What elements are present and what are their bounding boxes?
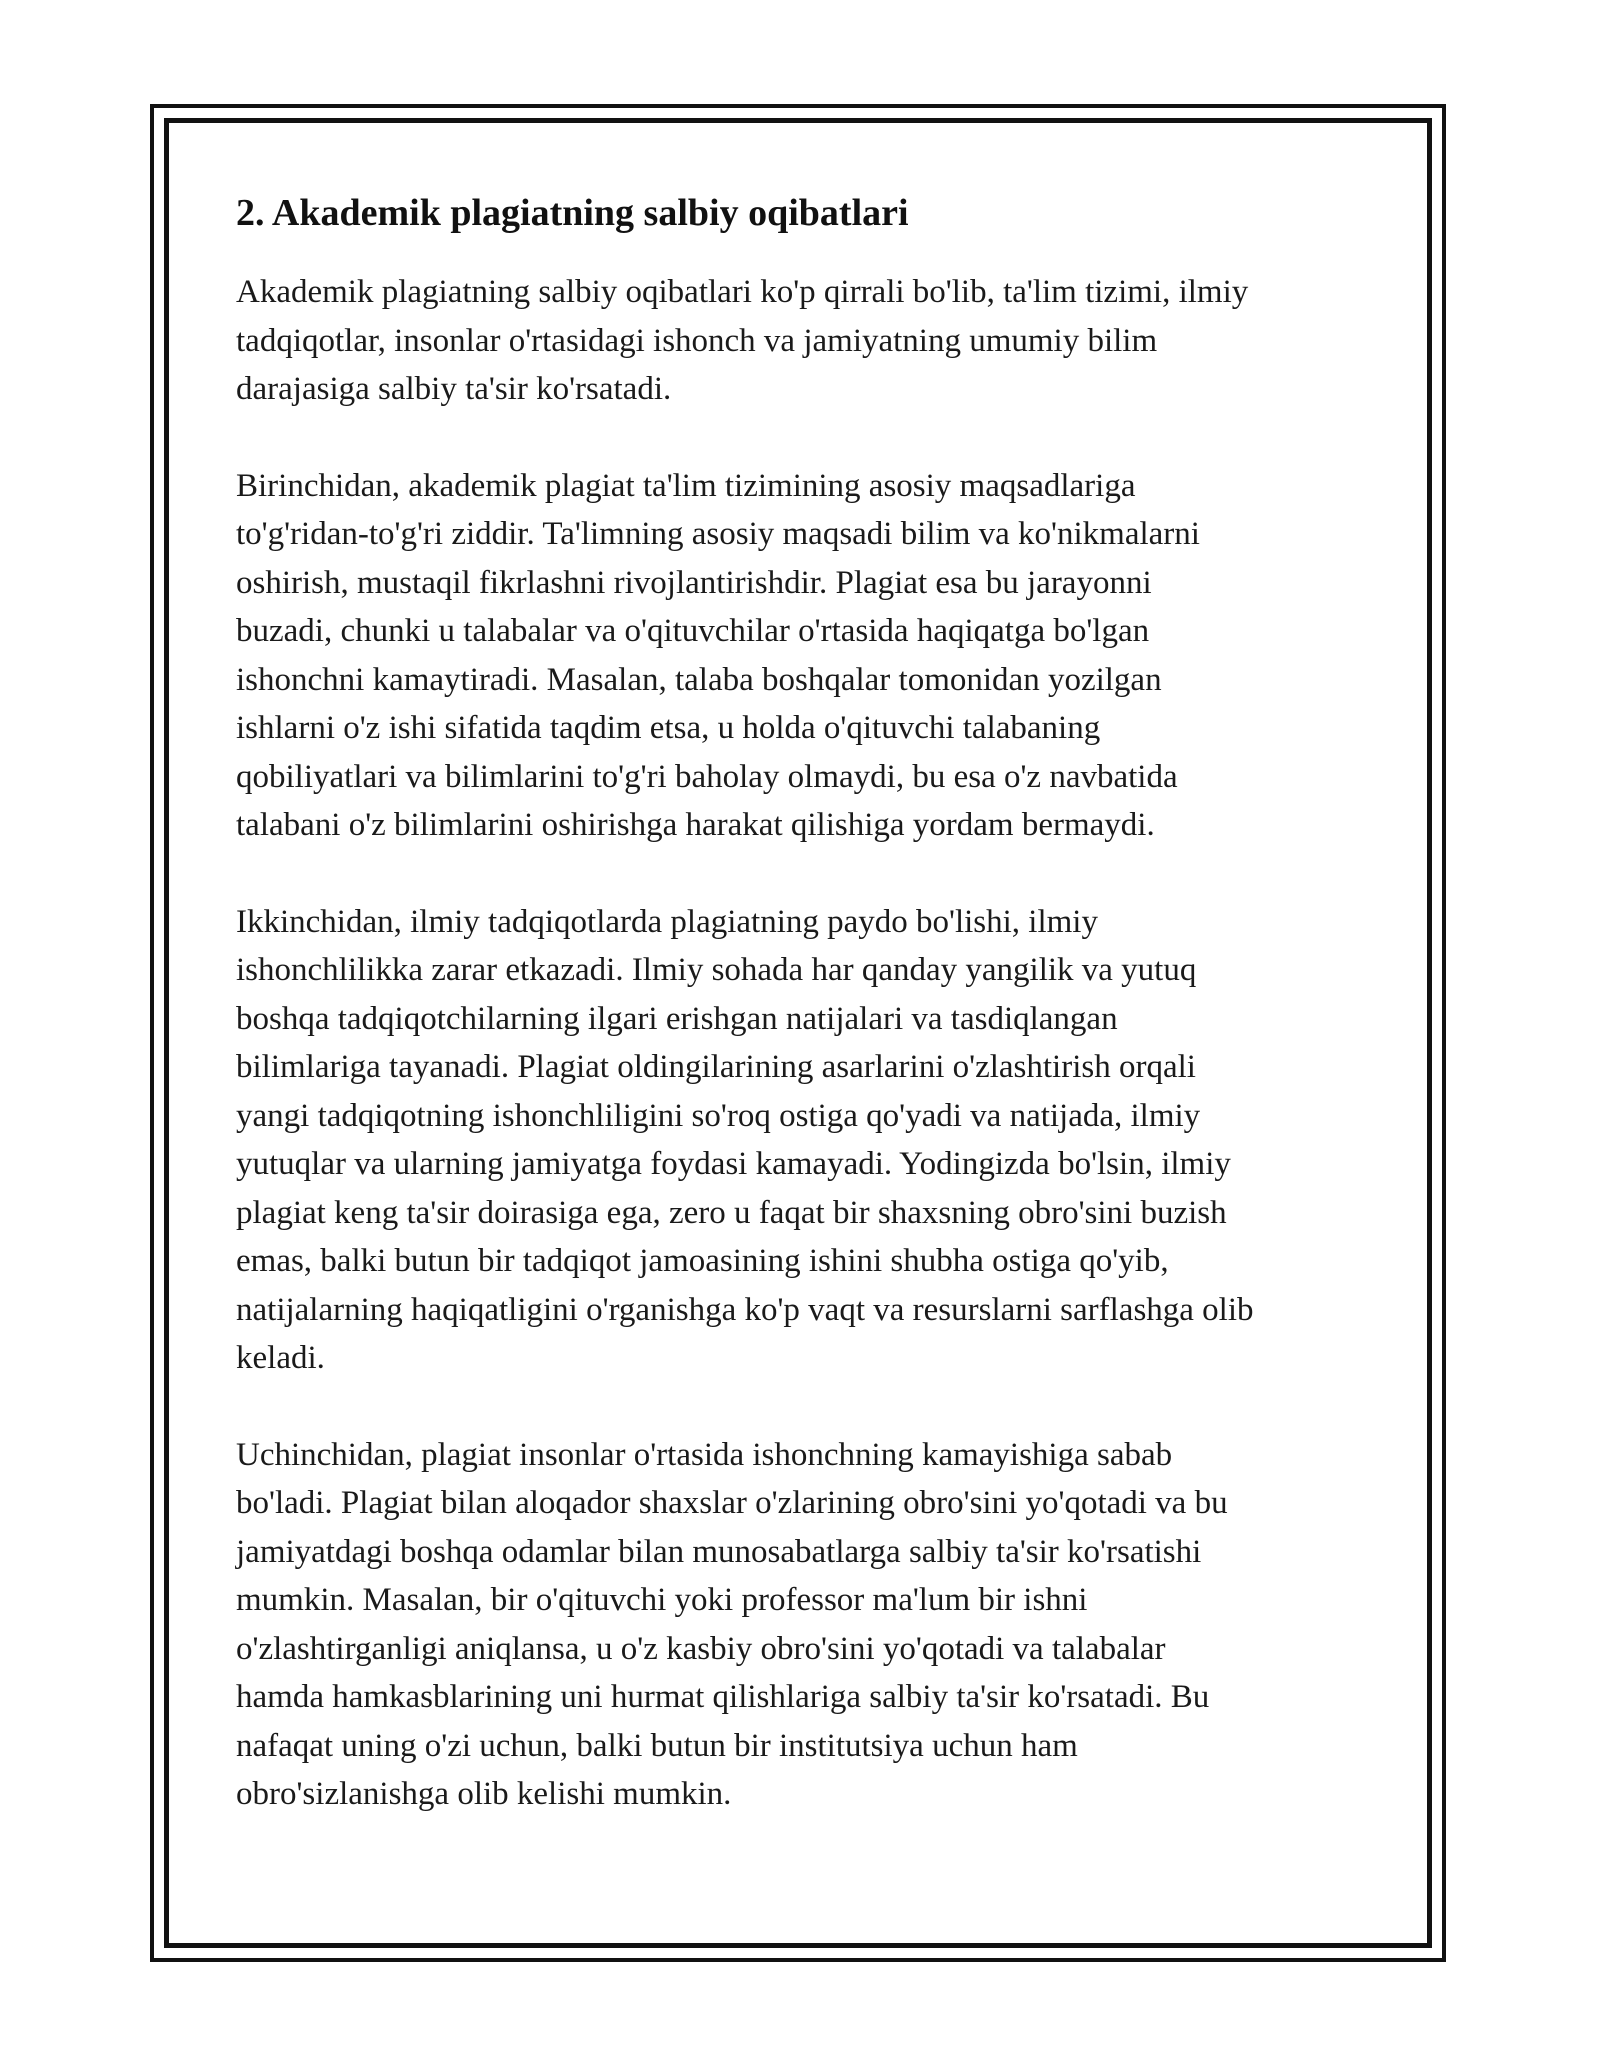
text-line: boshqa tadqiqotchilarning ilgari erishgan natijalari va tasdiqlangan bbox=[236, 1000, 1118, 1037]
text-line: hamda hamkasblarining uni hurmat qilishlariga salbiy ta'sir ko'rsatadi. Bu bbox=[236, 1679, 1210, 1715]
text-line: bo'ladi. Plagiat bilan aloqador shaxslar o'zlarining obro'sini yo'qotadi va bu bbox=[236, 1485, 1228, 1521]
text-line: plagiat keng ta'sir doirasiga ega, zero u faqat bir shaxsning obro'sini buzish bbox=[236, 1194, 1227, 1231]
text-line: natijalarning haqiqatligini o'rganishga ko'p vaqt va resurslarni sarflashga olib bbox=[236, 1291, 1254, 1328]
text-line: ishlarni o'z ishi sifatida taqdim etsa, u holda o'qituvchi talabaning bbox=[236, 710, 1101, 746]
text-line: bilimlariga tayanadi. Plagiat oldingilarining asarlarini o'zlashtirish orqali bbox=[236, 1049, 1196, 1085]
text-line: jamiyatdagi boshqa odamlar bilan munosabatlarga salbiy ta'sir ko'rsatishi bbox=[236, 1533, 1202, 1570]
text-line: tadqiqotlar, insonlar o'rtasidagi ishonch va jamiyatning umumiy bilim bbox=[236, 322, 1158, 359]
paragraph-first bbox=[236, 462, 1366, 850]
text-line: qobiliyatlari va bilimlarini to'g'ri baholay olmaydi, bu esa o'z navbatida bbox=[236, 758, 1178, 795]
paragraph-third bbox=[236, 1431, 1366, 1819]
document-body bbox=[236, 188, 1366, 1867]
text-line: emas, balki butun bir tadqiqot jamoasining ishini shubha ostiga qo'yib, bbox=[236, 1243, 1169, 1279]
text-line: oshirish, mustaqil fikrlashni rivojlantirishdir. Plagiat esa bu jarayonni bbox=[236, 564, 1152, 601]
text-line: mumkin. Masalan, bir o'qituvchi yoki professor ma'lum bir ishni bbox=[236, 1582, 1088, 1618]
text-line: talabani o'z bilimlarini oshirishga harakat qilishiga yordam bermaydi. bbox=[236, 807, 1155, 843]
text-line: yangi tadqiqotning ishonchliligini so'roq ostiga qo'yadi va natijada, ilmiy bbox=[236, 1097, 1201, 1134]
text-line: nafaqat uning o'zi uchun, balki butun bir institutsiya uchun ham bbox=[236, 1727, 1078, 1764]
text-line: obro'sizlanishga olib kelishi mumkin. bbox=[236, 1776, 732, 1812]
text-line: buzadi, chunki u talabalar va o'qituvchilar o'rtasida haqiqatga bo'lgan bbox=[236, 613, 1150, 649]
text-line: keladi. bbox=[236, 1340, 325, 1376]
text-line: darajasiga salbiy ta'sir ko'rsatadi. bbox=[236, 371, 672, 407]
text-line: Uchinchidan, plagiat insonlar o'rtasida ishonchning kamayishiga sabab bbox=[236, 1436, 1173, 1473]
text-line: Akademik plagiatning salbiy oqibatlari ko'p qirrali bo'lib, ta'lim tizimi, ilmiy bbox=[236, 274, 1249, 310]
text-line: o'zlashtirganligi aniqlansa, u o'z kasbiy obro'sini yo'qotadi va talabalar bbox=[236, 1630, 1166, 1667]
text-line: ishonchni kamaytiradi. Masalan, talaba boshqalar tomonidan yozilgan bbox=[236, 661, 1162, 698]
paragraph-second bbox=[236, 898, 1366, 1383]
text-line: Ikkinchidan, ilmiy tadqiqotlarda plagiatning paydo bo'lishi, ilmiy bbox=[236, 903, 1098, 940]
text-line: ishonchlilikka zarar etkazadi. Ilmiy sohada har qanday yangilik va yutuq bbox=[236, 952, 1197, 988]
paragraph-intro bbox=[236, 268, 1366, 414]
text-line: Birinchidan, akademik plagiat ta'lim tizimining asosiy maqsadlariga bbox=[236, 467, 1136, 504]
text-line: yutuqlar va ularning jamiyatga foydasi kamayadi. Yodingizda bo'lsin, ilmiy bbox=[236, 1146, 1231, 1182]
text-line: to'g'ridan-to'g'ri ziddir. Ta'limning asosiy maqsadi bilim va ko'nikmalarni bbox=[236, 516, 1200, 552]
section-heading: 2. Akademik plagiatning salbiy oqibatlari bbox=[236, 192, 909, 234]
